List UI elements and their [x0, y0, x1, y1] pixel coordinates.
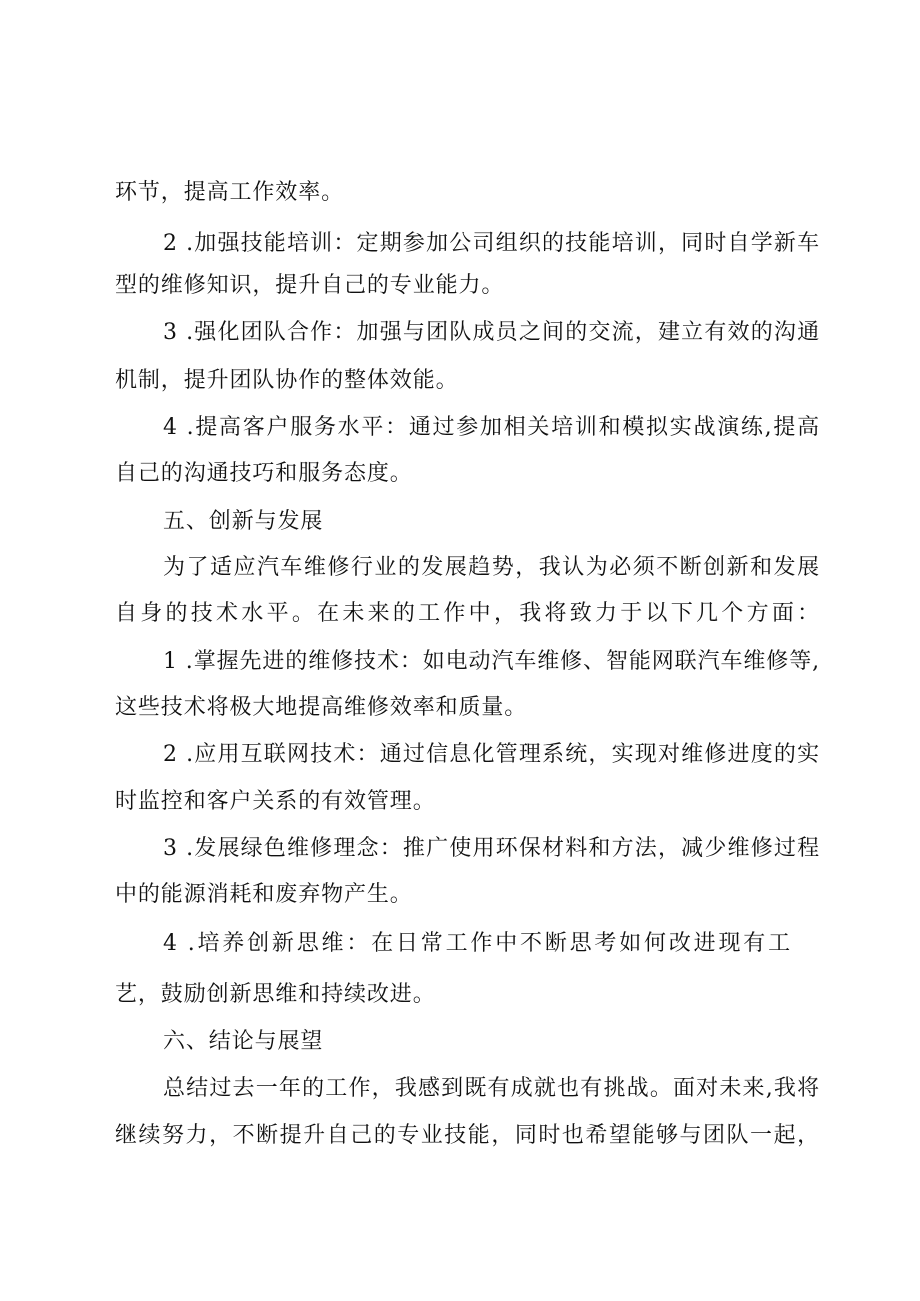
paragraph-line: 型的维修知识，提升自己的专业能力。	[115, 273, 505, 298]
list-item-line: 4 .培养创新思维：在日常工作中不断思考如何改进现有工	[163, 931, 791, 956]
paragraph-line: 环节，提高工作效率。	[115, 180, 345, 205]
paragraph-line: 艺，鼓励创新思维和持续改进。	[115, 982, 436, 1007]
paragraph-line: 自身的技术水平。在未来的工作中，我将致力于以下几个方面：	[115, 601, 820, 626]
section-heading: 五、创新与发展	[163, 509, 324, 534]
paragraph-line: 总结过去一年的工作，我感到既有成就也有挑战。面对未来,我将	[163, 1076, 820, 1101]
paragraph-line: 自己的沟通技巧和服务态度。	[115, 461, 413, 486]
list-item-line: 2 .加强技能培训：定期参加公司组织的技能培训，同时自学新车	[163, 231, 820, 256]
paragraph-line: 继续努力，不断提升自己的专业技能，同时也希望能够与团队一起，	[115, 1123, 820, 1148]
paragraph-line: 时监控和客户关系的有效管理。	[115, 789, 436, 814]
paragraph-line: 中的能源消耗和废弃物产生。	[115, 882, 413, 907]
list-item-line: 3 .强化团队合作：加强与团队成员之间的交流，建立有效的沟通	[163, 320, 820, 345]
list-item-line: 3 .发展绿色维修理念：推广使用环保材料和方法，减少维修过程	[163, 836, 820, 861]
paragraph-line: 机制，提升团队协作的整体效能。	[115, 368, 459, 393]
list-item-line: 2 .应用互联网技术：通过信息化管理系统，实现对维修进度的实	[163, 742, 820, 767]
list-item-line: 4 .提高客户服务水平：通过参加相关培训和模拟实战演练,提高	[163, 415, 820, 440]
paragraph-line: 这些技术将极大地提高维修效率和质量。	[115, 695, 528, 720]
list-item-line: 1 .掌握先进的维修技术：如电动汽车维修、智能网联汽车维修等,	[163, 649, 820, 674]
section-heading: 六、结论与展望	[163, 1029, 324, 1054]
paragraph-line: 为了适应汽车维修行业的发展趋势，我认为必须不断创新和发展	[163, 555, 820, 580]
